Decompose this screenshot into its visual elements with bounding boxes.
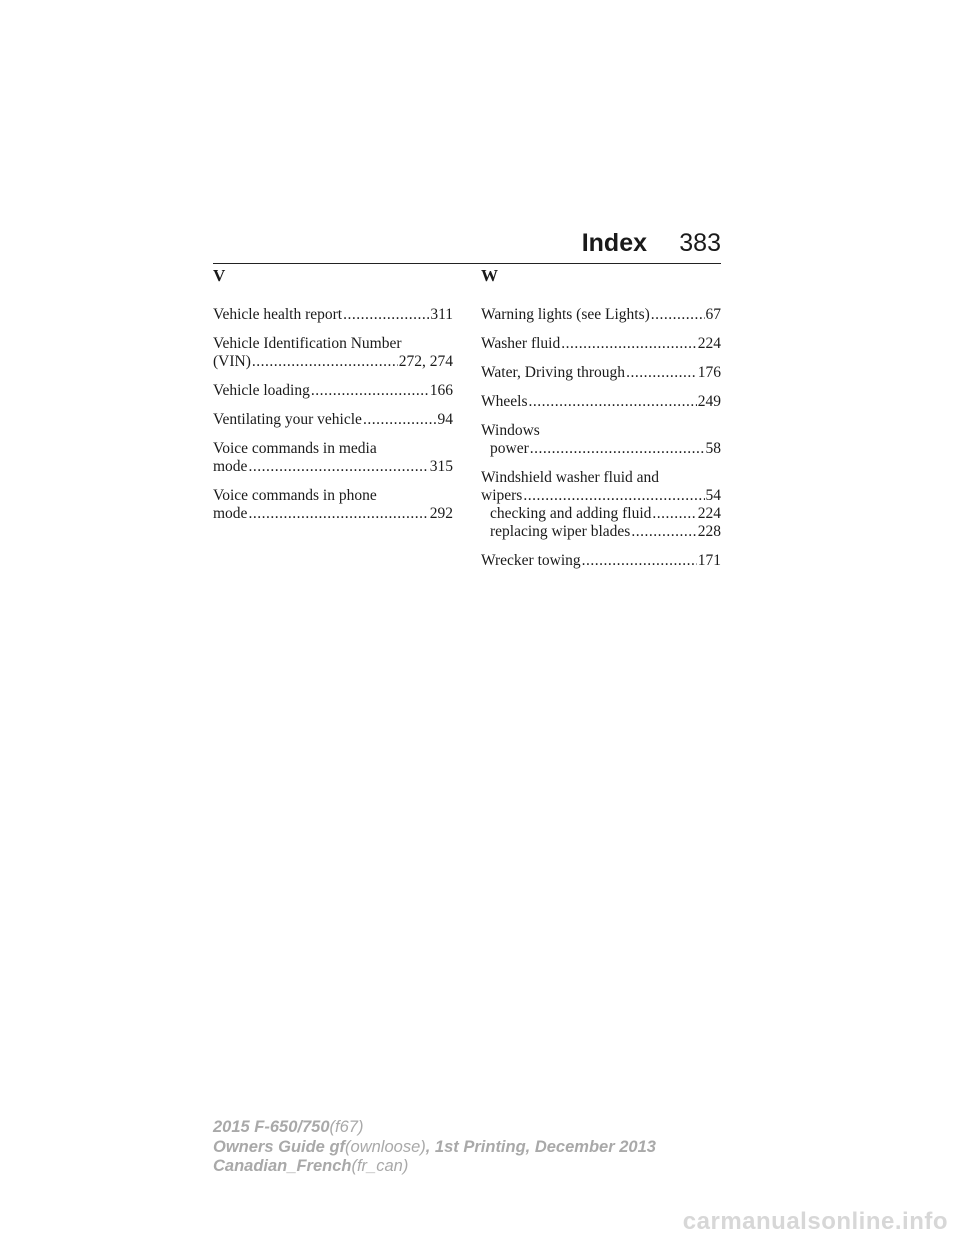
entry-text: Water, Driving through xyxy=(481,364,626,381)
index-column-right xyxy=(481,266,721,581)
leader-dots xyxy=(652,505,696,523)
entry-page-ref: 311 xyxy=(430,306,453,323)
leader-dots xyxy=(523,487,704,505)
leader-dots xyxy=(631,523,696,541)
entry-text: mode xyxy=(213,458,248,475)
index-entry-line xyxy=(481,364,721,382)
index-entry-line xyxy=(213,440,453,458)
footer-printing: , 1st Printing, December 2013 xyxy=(425,1137,656,1156)
print-footer xyxy=(213,1118,656,1177)
index-entry xyxy=(481,335,721,353)
index-subentry xyxy=(481,505,721,523)
entry-text: Wrecker towing xyxy=(481,552,581,569)
page-title: Index xyxy=(581,229,647,257)
index-entry-line xyxy=(481,552,721,570)
entry-page-ref: 58 xyxy=(705,440,721,457)
entry-text: Ventilating your vehicle xyxy=(213,411,362,428)
entry-page-ref: 171 xyxy=(697,552,721,569)
entry-text: mode xyxy=(213,505,248,522)
leader-dots xyxy=(252,353,398,371)
leader-dots xyxy=(248,505,428,523)
index-entry-line xyxy=(481,422,721,440)
entry-page-ref: 67 xyxy=(705,306,721,323)
footer-model: 2015 F-650/750 xyxy=(213,1118,330,1136)
leader-dots xyxy=(248,458,428,476)
index-entry-line xyxy=(213,505,453,523)
entry-page-ref: 228 xyxy=(697,523,721,540)
index-entry-line xyxy=(213,306,453,324)
section-letter-v: V xyxy=(213,266,226,285)
entry-text: Windows xyxy=(481,422,540,439)
entry-text: Vehicle loading xyxy=(213,382,310,399)
index-entry xyxy=(481,469,721,541)
index-entries xyxy=(213,306,453,523)
index-entry xyxy=(481,306,721,324)
watermark: carmanualsonline.info xyxy=(682,1208,948,1235)
entry-text: Windshield washer fluid and xyxy=(481,469,660,486)
index-entry xyxy=(213,306,453,324)
footer-locale: (fr_can) xyxy=(351,1157,409,1175)
section-letter-w: W xyxy=(481,266,498,285)
index-entry xyxy=(481,422,721,458)
footer-code: (f67) xyxy=(329,1118,364,1136)
page-number: 383 xyxy=(679,229,721,257)
entry-page-ref: 292 xyxy=(429,505,453,522)
index-entry xyxy=(213,335,453,371)
index-entry-line xyxy=(213,335,453,353)
index-subentry xyxy=(481,440,721,458)
entry-text: Wheels xyxy=(481,393,528,410)
leader-dots xyxy=(626,364,697,382)
index-entry-line xyxy=(481,393,721,411)
entry-page-ref: 249 xyxy=(697,393,721,410)
entry-page-ref: 176 xyxy=(697,364,721,381)
entry-text: replacing wiper blades xyxy=(490,523,631,540)
entry-page-ref: 166 xyxy=(429,382,453,399)
index-entry xyxy=(481,552,721,570)
index-entry-line xyxy=(213,382,453,400)
leader-dots xyxy=(311,382,429,400)
leader-dots xyxy=(343,306,429,324)
entry-text: checking and adding fluid xyxy=(490,505,652,522)
index-entry-line xyxy=(481,306,721,324)
index-entry xyxy=(481,393,721,411)
entry-text: wipers xyxy=(481,487,523,504)
index-entry-line xyxy=(481,335,721,353)
entry-text: power xyxy=(490,440,529,457)
leader-dots xyxy=(530,440,705,458)
entry-page-ref: 224 xyxy=(697,505,721,522)
index-subentry xyxy=(481,523,721,541)
index-entry-line xyxy=(213,487,453,505)
leader-dots xyxy=(651,306,705,324)
index-entry-line xyxy=(213,458,453,476)
leader-dots xyxy=(363,411,437,429)
index-column-left xyxy=(213,266,453,534)
leader-dots xyxy=(561,335,697,353)
index-entry xyxy=(481,364,721,382)
entry-page-ref: 272, 274 xyxy=(398,353,453,370)
index-entry-line xyxy=(481,469,721,487)
index-entry xyxy=(213,411,453,429)
entry-text: Voice commands in phone xyxy=(213,487,377,504)
index-entry-line xyxy=(213,411,453,429)
entry-text: Warning lights (see Lights) xyxy=(481,306,650,323)
page-header xyxy=(213,229,721,264)
entry-page-ref: 315 xyxy=(429,458,453,475)
leader-dots xyxy=(582,552,697,570)
leader-dots xyxy=(528,393,696,411)
index-entry-line xyxy=(481,487,721,505)
entry-page-ref: 94 xyxy=(437,411,453,428)
index-entries xyxy=(481,306,721,570)
footer-binding: (ownloose) xyxy=(345,1137,426,1156)
entry-page-ref: 54 xyxy=(705,487,721,504)
entry-text: Voice commands in media xyxy=(213,440,377,457)
index-entry xyxy=(213,382,453,400)
entry-text: Vehicle Identification Number xyxy=(213,335,402,352)
index-entry xyxy=(213,440,453,476)
index-entry-line xyxy=(213,353,453,371)
entry-text: (VIN) xyxy=(213,353,251,370)
entry-text: Vehicle health report xyxy=(213,306,343,323)
index-entry xyxy=(213,487,453,523)
footer-guide: Owners Guide gf xyxy=(213,1137,346,1156)
entry-page-ref: 224 xyxy=(697,335,721,352)
footer-language: Canadian_French xyxy=(213,1157,352,1175)
entry-text: Washer fluid xyxy=(481,335,561,352)
